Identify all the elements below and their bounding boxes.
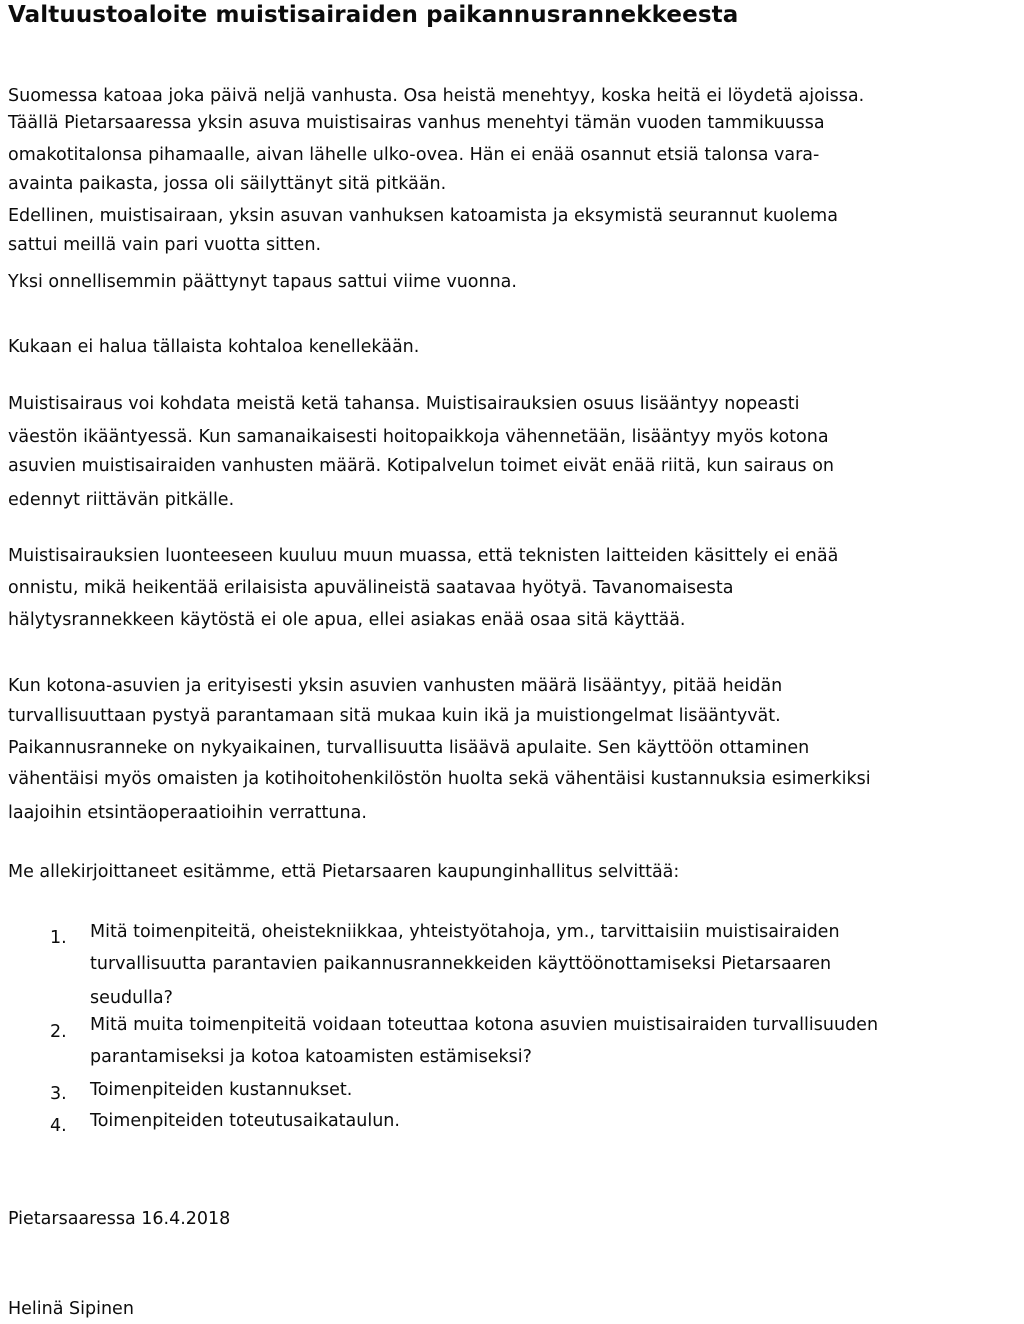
paragraph-line: Kun kotona-asuvien ja erityisesti yksin asuvien vanhusten määrä lisääntyy, pitää heidän (8, 676, 783, 696)
paragraph-line: vähentäisi myös omaisten ja kotihoitohenkilöstön huolta sekä vähentäisi kustannuksia esimerkiksi (8, 769, 871, 789)
list-item-line: Toimenpiteiden toteutusaikataulun. (90, 1111, 400, 1131)
document-title: Valtuustoaloite muistisairaiden paikannusrannekkeesta (8, 2, 739, 28)
paragraph-line: onnistu, mikä heikentää erilaisista apuvälineistä saatavaa hyötyä. Tavanomaisesta (8, 578, 734, 598)
list-item-line: turvallisuutta parantavien paikannusrannekkeiden käyttöönottamiseksi Pietarsaaren (90, 954, 832, 974)
paragraph-line: hälytysrannekkeen käytöstä ei ole apua, ellei asiakas enää osaa sitä käyttää. (8, 610, 686, 630)
paragraph-line: sattui meillä vain pari vuotta sitten. (8, 235, 322, 255)
paragraph-line: Yksi onnellisemmin päättynyt tapaus sattui viime vuonna. (8, 272, 517, 292)
paragraph-line: Me allekirjoittaneet esitämme, että Pietarsaaren kaupunginhallitus selvittää: (8, 862, 680, 882)
paragraph-line: edennyt riittävän pitkälle. (8, 490, 235, 510)
paragraph-line: turvallisuuttaan pystyä parantamaan sitä mukaa kuin ikä ja muistiongelmat lisääntyvät. (8, 706, 781, 726)
paragraph-line: asuvien muistisairaiden vanhusten määrä. Kotipalvelun toimet eivät enää riitä, kun sairaus on (8, 456, 835, 476)
paragraph-line: omakotitalonsa pihamaalle, aivan lähelle ulko-ovea. Hän ei enää osannut etsiä talonsa vara- (8, 145, 820, 165)
list-item-line: parantamiseksi ja kotoa katoamisten estämiseksi? (90, 1047, 532, 1067)
list-number: 3. (50, 1084, 67, 1104)
paragraph-line: Paikannusranneke on nykyaikainen, turvallisuutta lisäävä apulaite. Sen käyttöön ottaminen (8, 738, 810, 758)
signer-name: Helinä Sipinen (8, 1299, 134, 1319)
paragraph-line: Muistisairauksien luonteeseen kuuluu muun muassa, että teknisten laitteiden käsittely ei enää (8, 546, 839, 566)
paragraph-line: Suomessa katoaa joka päivä neljä vanhusta. Osa heistä menehtyy, koska heitä ei löydetä ajoissa. (8, 86, 865, 106)
list-number: 2. (50, 1022, 67, 1042)
paragraph-line: Täällä Pietarsaaressa yksin asuva muistisairas vanhus menehtyi tämän vuoden tammikuussa (8, 113, 825, 133)
list-item-line: seudulla? (90, 988, 173, 1008)
paragraph-line: laajoihin etsintäoperaatioihin verrattuna. (8, 803, 367, 823)
paragraph-line: Muistisairaus voi kohdata meistä ketä tahansa. Muistisairauksien osuus lisääntyy nopeasti (8, 394, 800, 414)
list-number: 4. (50, 1116, 67, 1136)
paragraph-line: väestön ikääntyessä. Kun samanaikaisesti hoitopaikkoja vähennetään, lisääntyy myös kotona (8, 427, 829, 447)
paragraph-line: avainta paikasta, jossa oli säilyttänyt sitä pitkään. (8, 174, 447, 194)
list-item-line: Toimenpiteiden kustannukset. (90, 1080, 353, 1100)
paragraph-line: Edellinen, muistisairaan, yksin asuvan vanhuksen katoamista ja eksymistä seurannut kuolema (8, 206, 838, 226)
list-number: 1. (50, 928, 67, 948)
list-item-line: Mitä toimenpiteitä, oheistekniikkaa, yhteistyötahoja, ym., tarvittaisiin muistisairaiden (90, 922, 840, 942)
place-date: Pietarsaaressa 16.4.2018 (8, 1209, 231, 1229)
list-item-line: Mitä muita toimenpiteitä voidaan toteuttaa kotona asuvien muistisairaiden turvallisuuden (90, 1015, 879, 1035)
paragraph-line: Kukaan ei halua tällaista kohtaloa kenellekään. (8, 337, 420, 357)
